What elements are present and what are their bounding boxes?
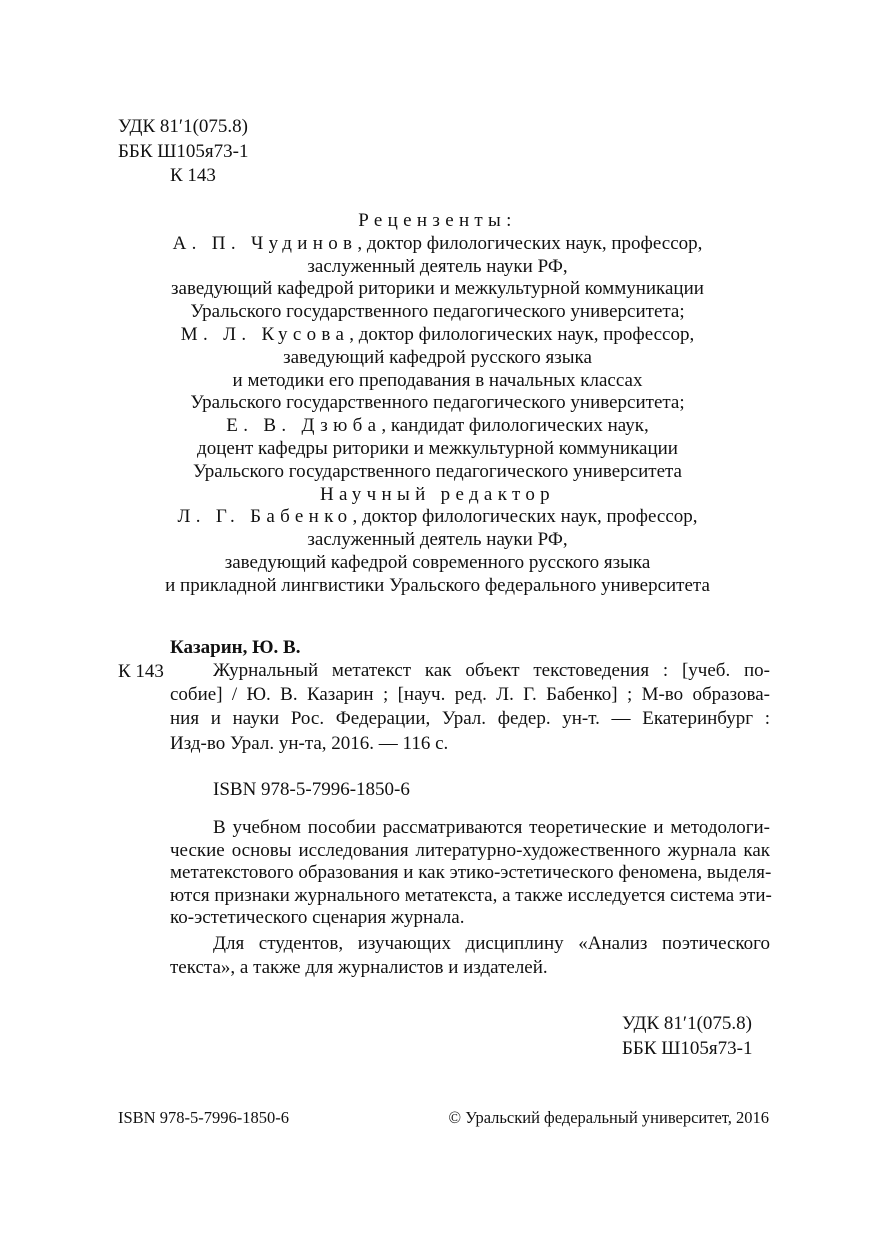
reviewer-line: заслуженный деятель науки РФ,	[307, 255, 568, 277]
reviewer-2	[0, 324, 875, 347]
reviewer-line: Уральского государственного педагогического университета;	[190, 392, 685, 414]
annotation-paragraph-2	[170, 932, 770, 980]
record-line: Изд-во Урал. ун-та, 2016. — 116 с.	[170, 732, 449, 754]
editor-line: заслуженный деятель науки РФ,	[307, 529, 568, 551]
record-author: Казарин, Ю. В.	[170, 637, 301, 658]
editor-person	[0, 506, 875, 529]
reviewer-line: Уральского государственного педагогического университета;	[190, 301, 685, 323]
reviewer-title: , доктор филологических наук, профессор,	[349, 323, 695, 345]
annotation-line: текста», а также для журналистов и издателей.	[170, 957, 548, 979]
reviewers-block	[0, 210, 875, 598]
reviewer-line: Уральского государственного педагогического университета	[192, 460, 682, 482]
editor-line: заведующий кафедрой современного русского языка	[224, 551, 651, 573]
annotation-line: метатекстового образования и как этико-эстетического феномена, выделя-	[170, 862, 772, 884]
bbk-top: ББК Ш105я73-1	[118, 141, 249, 162]
record-isbn: ISBN 978-5-7996-1850-6	[213, 779, 410, 800]
editor-heading: Научный редактор	[319, 483, 556, 505]
reviewer-line: доцент кафедры риторики и межкультурной коммуникации	[197, 437, 678, 459]
footer-isbn: ISBN 978-5-7996-1850-6	[118, 1108, 289, 1127]
udk-top: УДК 81ʹ1(075.8)	[118, 116, 248, 137]
editor-line: и прикладной лингвистики Уральского федерального университета	[165, 574, 710, 596]
annotation-line: ческие основы исследования литературно-художественного журнала как	[170, 839, 770, 861]
reviewer-title: , кандидат филологических наук,	[381, 415, 649, 437]
bbk-bottom: ББК Ш105я73-1	[622, 1038, 753, 1059]
reviewer-line: заведующий кафедрой риторики и межкультурной коммуникации	[171, 278, 704, 300]
reviewer-name: А. П. Чудинов	[172, 232, 358, 254]
reviewer-name: М. Л. Кусова	[180, 323, 350, 345]
reviewer-3	[0, 415, 875, 438]
reviewer-line: и методики его преподавания в начальных классах	[232, 369, 643, 391]
udk-bottom: УДК 81ʹ1(075.8)	[622, 1013, 752, 1034]
record-line: Журнальный метатекст как объект текстоведения : [учеб. по-	[213, 660, 770, 681]
footer-copyright: © Уральский федеральный университет, 2016	[448, 1108, 769, 1127]
annotation-line: ются признаки журнального метатекста, а также исследуется система эти-	[170, 884, 772, 906]
reviewer-1	[0, 233, 875, 256]
reviewer-line: заведующий кафедрой русского языка	[283, 346, 592, 368]
annotation-paragraph-1	[170, 817, 770, 930]
reviewer-title: , доктор филологических наук, профессор,	[357, 232, 703, 254]
annotation-line: В учебном пособии рассматриваются теоретические и методологи-	[213, 817, 770, 838]
editor-title: , доктор филологических наук, профессор,	[352, 506, 698, 528]
annotation-line: Для студентов, изучающих дисциплину «Анализ поэтического	[213, 933, 770, 954]
record-mark: К 143	[118, 661, 164, 682]
record-line: ния и науки Рос. Федерации, Урал. федер. ун-т. — Екатеринбург :	[170, 708, 770, 730]
record-description	[170, 659, 770, 756]
reviewers-heading: Рецензенты:	[358, 210, 517, 231]
editor-name: Л. Г. Бабенко	[177, 506, 353, 528]
annotation-line: ко-эстетического сценария журнала.	[170, 907, 465, 929]
record-line: собие] / Ю. В. Казарин ; [науч. ред. Л. Г. Бабенко] ; М-во образова-	[170, 684, 770, 706]
author-mark-top: К 143	[170, 165, 216, 186]
reviewer-name: Е. В. Дзюба	[226, 415, 382, 437]
